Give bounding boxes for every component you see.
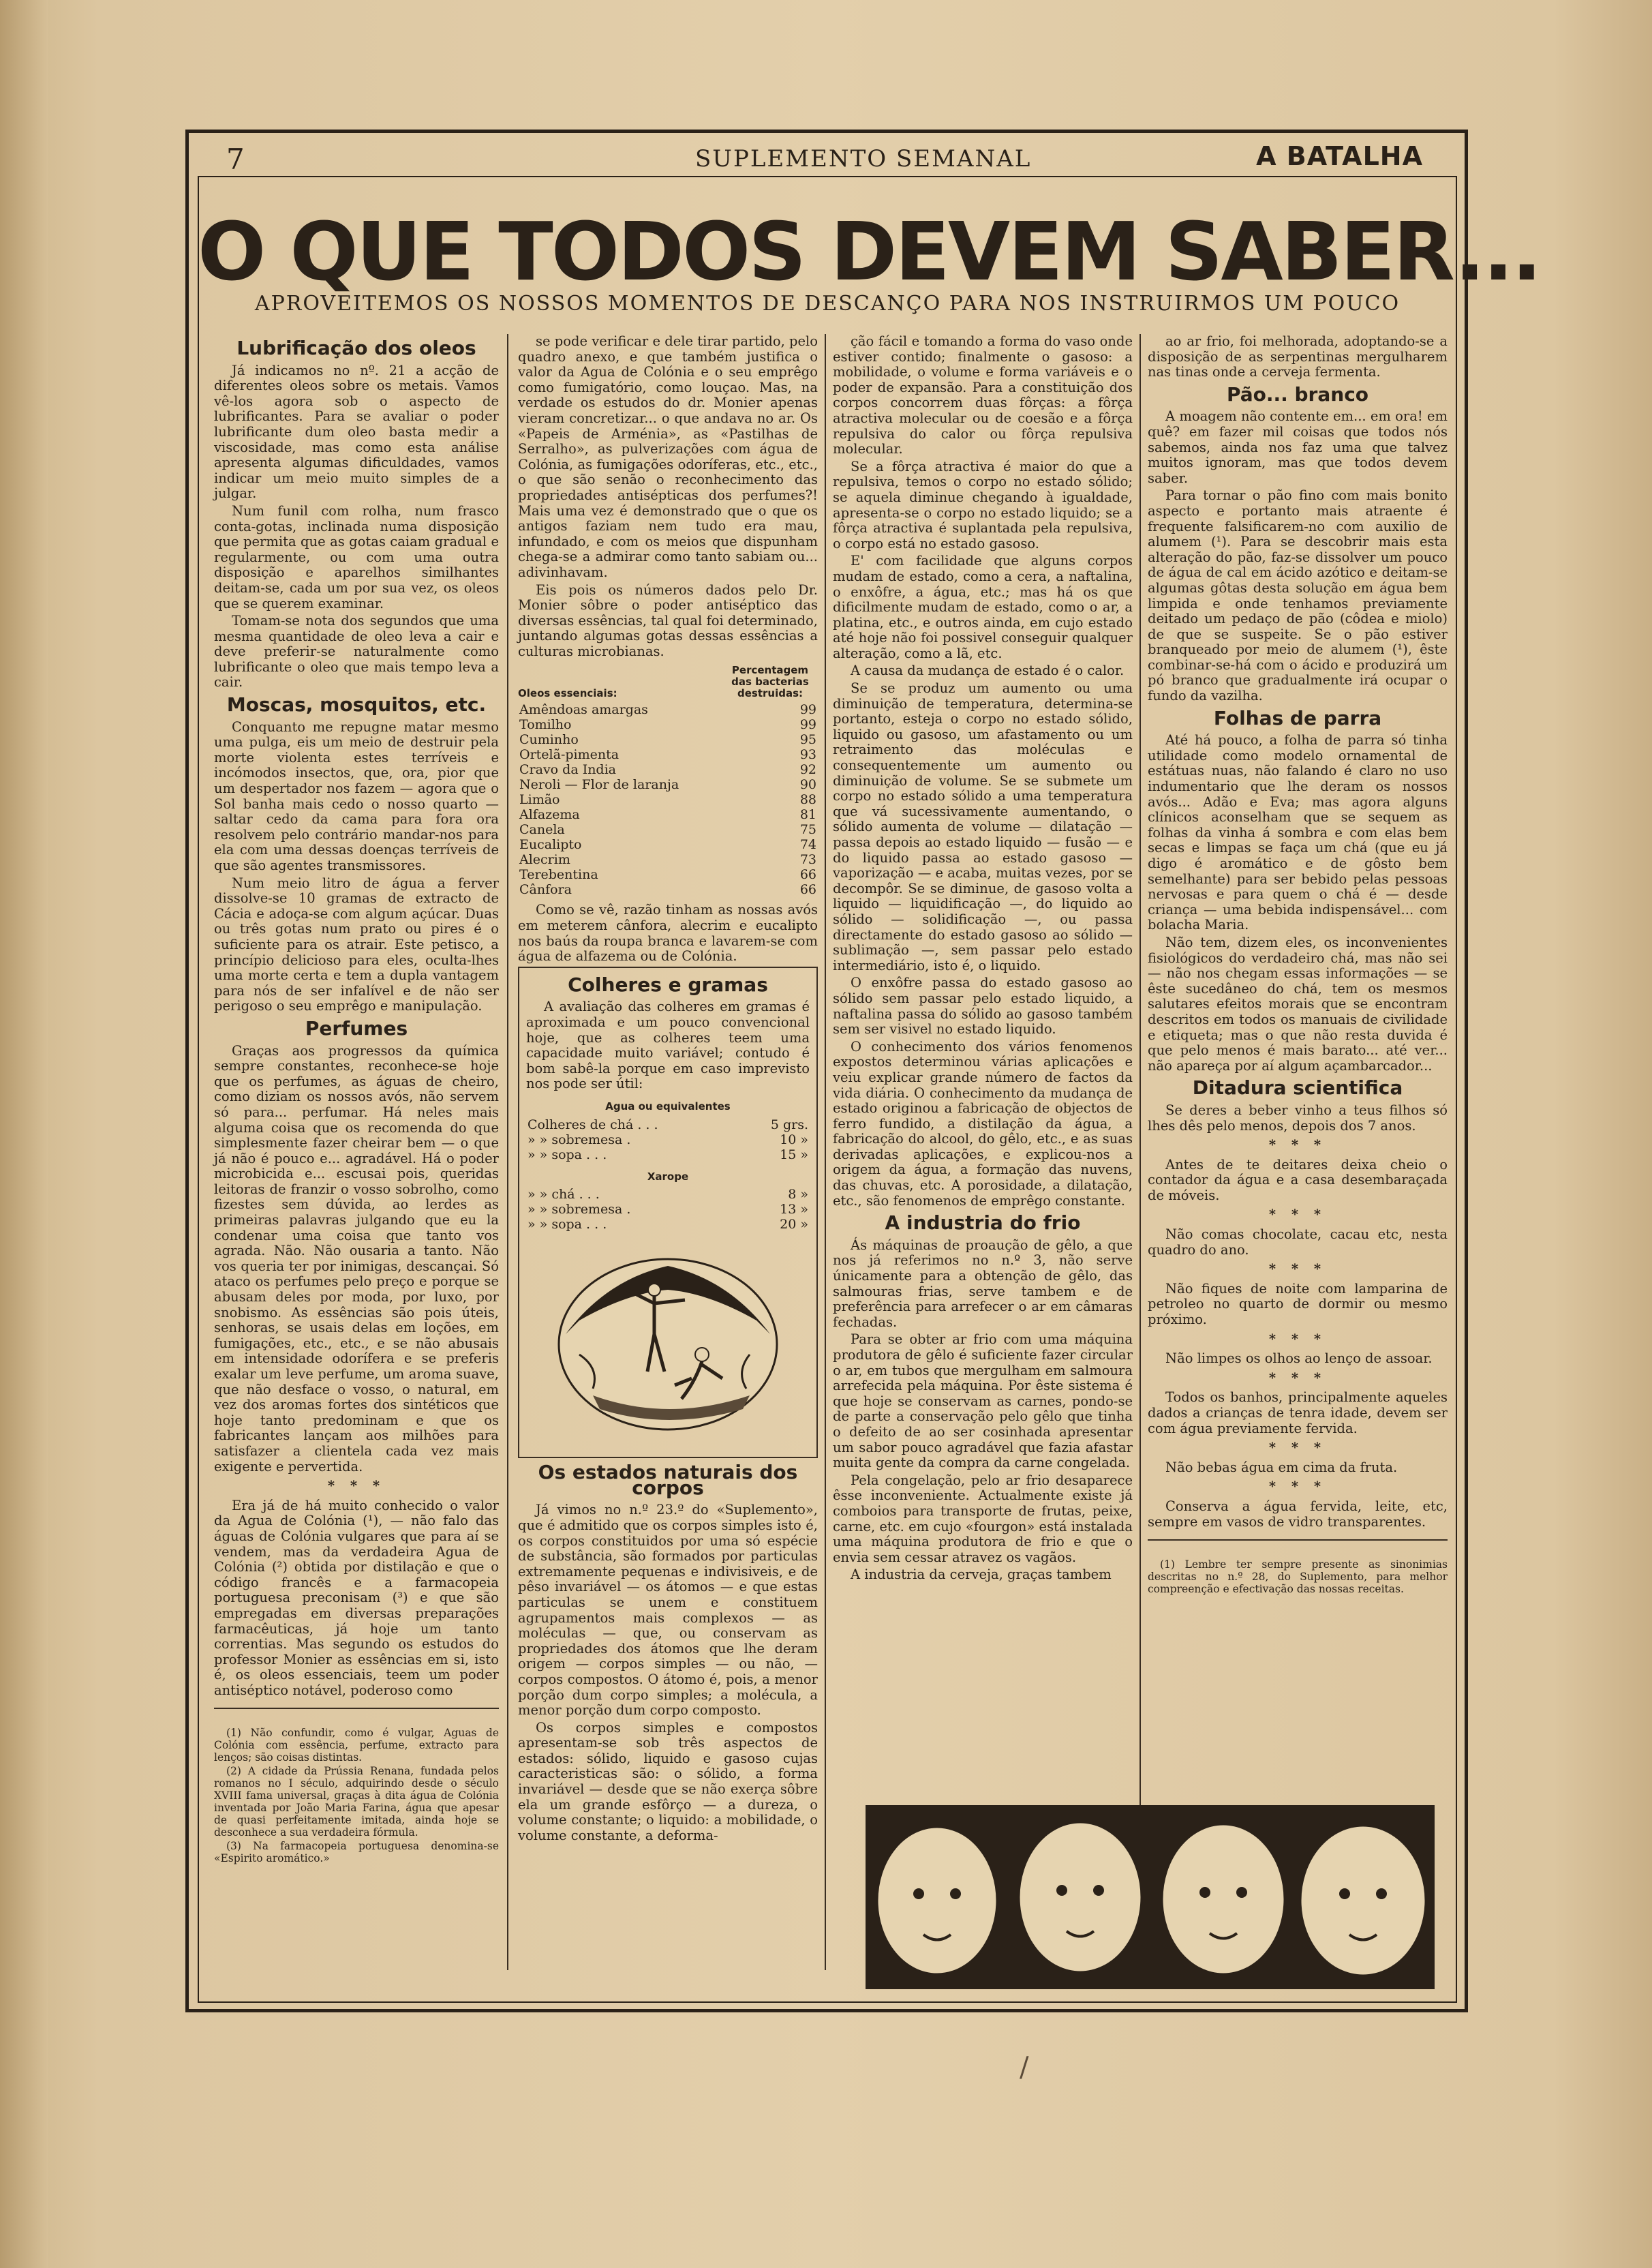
oil-row-label: Terebentina (519, 867, 598, 883)
oil-row (518, 867, 818, 882)
oil-row (518, 747, 818, 762)
paragraph: Para se obter ar frio com uma máquina produtora de gêlo é suficiente fazer circular o ar, em tubos que mergulham em salmoura arrefecida pela máquina. Por êste sistema é que hoje se conservam as carnes, pondo-se de parte a conservação pelo gêlo que tinha o defeito de ao ser cosinhada apresentar um sabor pouco agradável que fazia afastar muita gente da compra da carne congelada. (833, 1331, 1133, 1471)
paragraph: Não limpes os olhos ao lenço de assoar. (1165, 1350, 1433, 1367)
paragraph: Se a fôrça atractiva é maior do que a repulsiva, temos o corpo no estado sólido; se aquela diminue chegando à igualdade, apresenta-se o corpo no estado liquido; se a fôrça atractiva é suplantada pela repulsiva, o corpo está no estado gasoso. (833, 458, 1133, 551)
page-subheadline: APROVEITEMOS OS NOSSOS MOMENTOS DE DESCANÇO PARA NOS INSTRUIRMOS UM POUCO (254, 292, 1401, 316)
paragraph: se pode verificar e dele tirar partido, pelo quadro anexo, e que também justifica o valor da Agua de Colónia e o seu emprêgo como fumigatório, como louçao. Mas, na verdade os estudos do dr. Monier apenas vieram concretizar... o que andava no ar. Os «Papeis de Arménia», as «Pastilhas de Serralho», as pulverizações com água de Colónia, as fumigações odoríferas, etc., etc., o que são senão o reconhecimento das propriedades antisépticas dos perfumes?! Mais uma vez é demonstrado que o que os antigos faziam nem tudo era mau, infundado, e com os meios que dispunham chega-se a admirar como tanto sabiam ou... adivinhavam. (518, 333, 818, 580)
spoons-box (518, 967, 818, 1458)
oil-row-value: 66 (799, 867, 816, 883)
paragraph: O enxôfre passa do estado gasoso ao sólido sem passar pelo estado liquido, a naftalina passa do sólido ao gasoso também sem ser visivel no estado liquido. (833, 975, 1133, 1038)
section-title: Os estados naturais dos corpos (538, 1461, 798, 1499)
section-divider-stars: * * * (327, 1478, 386, 1494)
measure-row (526, 1217, 810, 1232)
oil-row (518, 837, 818, 852)
oil-row-label: Ortelã-pimenta (519, 747, 620, 763)
oil-row (518, 777, 818, 792)
section-title: Lubrificação dos oleos (236, 337, 476, 359)
section-title: Ditadura scientifica (1192, 1076, 1403, 1100)
measure-row (526, 1117, 810, 1132)
section-title: Pão... branco (1226, 382, 1369, 406)
footnotes (214, 1727, 499, 1864)
oil-row-value: 92 (799, 762, 816, 778)
oil-row (518, 702, 818, 717)
paragraph: Pela congelação, pelo ar frio desaparece êsse inconveniente. Actualmente existe já comboios para transporte de frutas, peixe, carne, etc. em cujo «fourgon» está instalada uma máquina produtora de frio e que o envia sem cessar atravez os vagãos. (833, 1472, 1133, 1565)
oil-row-value: 66 (799, 882, 816, 898)
section-divider-stars: * * * (1268, 1370, 1327, 1386)
paragraph: E' com facilidade que alguns corpos mudam de estado, como a cera, a naftalina, o enxôfre, a água, etc.; mas há os que dificilmente mudam de estado, como o ar, a platina, etc., e outros ainda, em cujo estado até hoje não foi possivel conseguir qualquer alteração, como a lã, etc. (833, 553, 1133, 661)
paragraph: Não fiques de noite com lamparina de petroleo no quarto de dormir ou mesmo próximo. (1148, 1280, 1448, 1328)
oil-row (518, 822, 818, 837)
measure-row (526, 1187, 810, 1202)
footnote: (1) Lembre ter sempre presente as sinonimias descritas no n.º 28, do Suplemento, para melhor compreenção e efectivação das nossas receitas. (1148, 1558, 1448, 1596)
oil-row (518, 882, 818, 897)
paragraph: A causa da mudança de estado é o calor. (851, 663, 1125, 679)
column-3 (833, 334, 1133, 1585)
paragraph: O conhecimento dos vários fenomenos expostos determinou várias aplicações e veiu explicar grande número de factos da vida diária. O conhecimento da mudança de estado originou a fabricação de objectos de ferro fundido, a distilação da água, a fabricação do alcool, do gêlo, etc., e as suas derivadas aplicações, e explicou-nos a origem da água, a formação das nuvens, das chuvas, etc. A porosidade, a dilatação, etc., são fenomenos de emprêgo constante. (833, 1038, 1133, 1209)
paragraph: Já vimos no n.º 23.º do «Suplemento», que é admitido que os corpos simples isto é, os corpos constituidos por uma só espécie de substância, são formados por particulas extremamente pequenas e indivisiveis, e de pêso invariável — os átomos — e que estas particulas se unem e constituem agrupamentos mais complexos — as moléculas — que, ou conservam as propriedades dos átomos que lhe deram origem — corpos simples — ou não, — corpos compostos. O átomo é, pois, a menor porção dum corpo simples; a molécula, a menor porção dum corpo composto. (518, 1502, 818, 1719)
paragraph: ao ar frio, foi melhorada, adoptando-se a disposição de as serpentinas mergulharem nas tinas onde a cerveja fermenta. (1148, 333, 1448, 380)
oil-row-value: 90 (799, 777, 816, 793)
section-title: Folhas de parra (1213, 706, 1382, 729)
oil-row (518, 852, 818, 867)
paragraph: Conserva a água fervida, leite, etc, sempre em vasos de vidro transparentes. (1148, 1498, 1448, 1530)
footnote-divider (214, 1708, 499, 1709)
footnote: (3) Na farmacopeia portuguesa denomina-se «Espirito aromático.» (214, 1840, 499, 1865)
oil-table-header (518, 665, 818, 699)
page-binding-edge (0, 0, 48, 2268)
page-mark: / (1020, 2052, 1029, 2083)
oil-table-left-header: Oleos essenciais: (518, 687, 617, 700)
paragraph: Se se produz um aumento ou uma diminuição de temperatura, determina-se portanto, esteja o corpo no estado sólido, liquido ou gasoso, um afastamento ou um retraimento das moléculas e consequentemente um aumento ou diminuição de volume. Se se submete um corpo no estado sólido a uma temperatura que vá sucessivamente aumentando, o sólido aumenta de volume — dilatação — passa depois ao estado liquido — fusão — e do liquido passa ao estado gasoso — vaporização — e acaba, muitas vezes, por se decompôr. Se se diminue, de gasoso volta a liquido — liquidificação —, do liquido ao sólido — solidificação —, ou passa directamente do estado gasoso ao sólido — sublimação —, sem passar pelo estado intermediário, isto é, o liquido. (833, 680, 1133, 973)
paragraph: A industria da cerveja, graças tambem (851, 1567, 1112, 1583)
column-4 (1148, 334, 1448, 1597)
paragraph: A moagem não contente em... em ora! em quê? em fazer mil coisas que todos nós sabemos, ainda nos faz uma que talvez muitos ignoram, mas que todos devem saber. (1148, 408, 1448, 486)
four-baby-faces-advertisement (866, 1805, 1435, 1989)
section-divider-stars: * * * (1268, 1440, 1327, 1456)
measure-row-value: 15 » (780, 1147, 808, 1162)
section-divider-stars: * * * (1268, 1261, 1327, 1277)
oil-table-right-header: Percentagem das bacterias destruidas: (731, 664, 809, 700)
oil-row-value: 88 (799, 792, 816, 808)
page-number: 7 (226, 142, 245, 176)
paragraph: A avaliação das colheres em gramas é aproximada e um pouco convencional hoje, que as colheres teem uma capacidade muito variável; contudo é bom sabê-la porque em caso imprevisto nos pode ser útil: (526, 999, 810, 1092)
measure-row (526, 1147, 810, 1162)
oil-row-label: Cravo da India (519, 762, 616, 778)
measure-row-label: Colheres de chá . . . (527, 1117, 658, 1132)
paragraph: ção fácil e tomando a forma do vaso onde estiver contido; finalmente o gasoso: a mobilidade, o volume e forma variáveis e o poder de expansão. Para a constituição dos corpos concorrem duas fôrças: a fôrça atractiva molecular ou de coesão e a fôrça repulsiva do calor ou fôrça repulsiva molecular. (833, 333, 1133, 457)
section-divider-stars: * * * (1268, 1137, 1327, 1153)
measure-row-value: 10 » (780, 1132, 808, 1147)
page-header (198, 140, 1457, 174)
measure-row (526, 1202, 810, 1217)
paragraph: Graças aos progressos da química sempre constantes, reconhece-se hoje que os perfumes, as águas de cheiro, como diziam os nossos avós, não servem só para... perfumar. Há neles mais alguma coisa que os recomenda do que simplesmente fazer cheirar bem — o que já não é pouco e... agradável. Há o poder microbicida e... escusai pois, queridas leitoras de franzir o vosso sobrolho, como fizestes sem dúvida, ao lerdes as primeiras palavras julgando que eu la condenar uma coisa que tanto vos agrada. Não. Não ousaria a tanto. Não vos queria ter por inimigas, descançai. Só ataco os perfumes pelo preço e porque se abusam deles por moda, por luxo, por snobismo. As essências são pois úteis, senhoras, se usais delas em loções, em fumigações, etc., etc., e se não abusais em intensidade odorífera e se preferis exalar um leve perfume, um aroma suave, que não desface o vosso, o natural, em vez dos aromas fortes dos sintéticos que hoje tanto predominam e que os fabricantes lançam aos milhões para satisfazer a clientela cada vez mais exigente e pervertida. (214, 1042, 499, 1475)
paragraph: Já indicamos no nº. 21 a acção de diferentes oleos sobre os metais. Vamos vê-los agora sob o aspecto de lubrificantes. Para se avaliar o poder lubrificante dum oleo basta medir a viscosidade, mas como esta análise apresenta algumas dificuldades, vamos indicar um meio muito simples de a julgar. (214, 362, 499, 502)
oil-row-label: Cuminho (519, 732, 579, 748)
measure-header: Xarope (647, 1170, 689, 1183)
column-rule (1139, 334, 1141, 1970)
paragraph: Eis pois os números dados pelo Dr. Monier sôbre o poder antiséptico das diversas essências, tal qual foi determinado, juntando algumas gotas dessas essências a culturas microbianas. (518, 581, 818, 659)
section-title: Perfumes (305, 1016, 408, 1040)
oil-row (518, 762, 818, 777)
measure-row-value: 13 » (780, 1202, 808, 1218)
paragraph: Como se vê, razão tinham as nossas avós em meterem cânfora, alecrim e eucalipto nos baús da roupa branca e lavarem-se com água de alfazema ou de Colónia. (518, 902, 818, 965)
paragraph: Os corpos simples e compostos apresentam-se sob três aspectos de estados: sólido, liquido e gasoso cujas caracteristicas são: o sólido, a forma invariável — desde que se não exerça sôbre ela um grande esfôrço — a dureza, o volume constante; o liquido: a mobilidade, o volume constante, a deforma- (518, 1719, 818, 1843)
section-divider-stars: * * * (1268, 1207, 1327, 1223)
measure-header: Agua ou equivalentes (605, 1100, 731, 1113)
oil-row-value: 95 (799, 732, 816, 748)
oil-row-value: 99 (799, 702, 816, 718)
oil-row-value: 74 (799, 837, 816, 853)
oil-row-value: 81 (799, 807, 816, 823)
paragraph: Não tem, dizem eles, os inconvenientes fisiológicos do verdadeiro chá, mas não sei — não nos chegam essas informações — se êste sucedâneo do chá, tem os mesmos salutares efeitos morais que se encontram descritos em todos os manuais de civilidade e etiqueta; mas o que não resta duvida é que pelo menos é mais barato... até ver... não apareça por aí algum açambarcador... (1148, 934, 1448, 1074)
footnote: (2) A cidade da Prússia Renana, fundada pelos romanos no I século, adquirindo desde o século XVIII fama universal, graças à dita água de Colónia inventada por João Maria Farina, água que apesar de quasi perfeitamente imitada, ainda hoje se desconhece a sua verdadeira fórmula. (214, 1765, 499, 1839)
oil-row (518, 792, 818, 807)
footnotes (1148, 1558, 1448, 1595)
oil-row (518, 732, 818, 747)
oil-table (518, 702, 818, 897)
oil-row-value: 93 (799, 747, 816, 763)
supplement-title: SUPLEMENTO SEMANAL (695, 145, 1032, 172)
measure-row-value: 8 » (788, 1187, 808, 1203)
paragraph: Não bebas água em cima da fruta. (1165, 1459, 1398, 1475)
paragraph: Todos os banhos, principalmente aqueles dados a crianças de tenra idade, devem ser com água previamente fervida. (1148, 1389, 1448, 1436)
page-headline: O QUE TODOS DEVEM SABER... (198, 205, 1540, 299)
oil-row-label: Neroli — Flor de laranja (519, 777, 679, 793)
section-title: Moscas, mosquitos, etc. (226, 693, 487, 716)
measure-row-label: » » sobremesa . (527, 1202, 631, 1218)
paragraph: Era já de há muito conhecido o valor da Agua de Colónia (¹), — não falo das águas de Colónia vulgares que para aí se vendem, mas da verdadeira Agua de Colónia (²) obtida por distilação e que o código francês e a farmacopeia portuguesa preconisam (³) e que são empregadas em diversas preparações farmacêuticas, já hoje um tanto correntias. Mas segundo os estudos do professor Monier as essências em si, isto é, os oleos essenciais, teem um poder antiséptico notável, poderoso como (214, 1497, 499, 1698)
section-divider-stars: * * * (1268, 1331, 1327, 1347)
measure-row-label: » » sopa . . . (527, 1147, 607, 1162)
oil-row-value: 73 (799, 852, 816, 868)
oil-row-label: Alecrim (519, 852, 570, 868)
oil-row-label: Eucalipto (519, 837, 582, 853)
paragraph: Até há pouco, a folha de parra só tinha utilidade como modelo ornamental de estátuas nuas, não falando é claro no uso indumentario que lhe deram os nossos avós... Adão e Eva; mas agora alguns clínicos aconselham que se sequem as folhas da vinha á sombra e com elas bem secas e limpas se faça um chá (que eu já digo é aromático e de gôsto bem semelhante) para ser bebido pelas pessoas nervosas e para quem o chá é — desde criança — uma bebida indispensável... com bolacha Maria. (1148, 732, 1448, 933)
paragraph: Antes de te deitares deixa cheio o contador da água e a casa desembaraçada de móveis. (1148, 1156, 1448, 1203)
section-divider-stars: * * * (1268, 1479, 1327, 1495)
oil-row-value: 99 (799, 717, 816, 733)
syrup-measure-table (526, 1187, 810, 1232)
column-2 (518, 334, 818, 1845)
oil-row-label: Cânfora (519, 882, 572, 898)
section-title: A industria do frio (885, 1211, 1081, 1235)
oil-row-label: Tomilho (519, 717, 572, 733)
oil-row (518, 807, 818, 822)
measure-row-label: » » chá . . . (527, 1187, 600, 1203)
measure-row-label: » » sopa . . . (527, 1217, 607, 1233)
measure-row-value: 20 » (780, 1217, 808, 1233)
brand-name: A BATALHA (1256, 141, 1423, 171)
paragraph: Se deres a beber vinho a teus filhos só lhes dês pelo menos, depois dos 7 anos. (1148, 1102, 1448, 1134)
paragraph: Conquanto me repugne matar mesmo uma pulga, eis um meio de destruir pela morte violenta estes terríveis e incómodos insectos, que, ora, pior que um despertador nos fazem — agora que o Sol banha mais cedo o nosso quarto — saltar cedo da cama para fora ora resolvem pelo contrário mandar-nos para ela com uma dessas doenças terríveis de que são agentes transmissores. (214, 719, 499, 873)
column-rule (507, 334, 508, 1970)
oil-row-label: Limão (519, 792, 560, 808)
section-title: Colheres e gramas (568, 973, 768, 996)
water-measure-table (526, 1117, 810, 1162)
measure-row-value: 5 grs. (770, 1117, 808, 1132)
column-rule (825, 334, 826, 1970)
measure-row (526, 1132, 810, 1147)
dancing-figures-engraving (552, 1252, 784, 1436)
paragraph: Não comas chocolate, cacau etc, nesta quadro do ano. (1148, 1226, 1448, 1258)
paragraph: Para tornar o pão fino com mais bonito aspecto e portanto mais atraente é frequente falsificarem-no com auxilio de alumem (¹). Para se descobrir mais esta alteração do pão, faz-se dissolver um pouco de água de cal em ácido azótico e deitam-se algumas gôtas desta solução em água bem limpida e onde tenhamos previamente deitado um pedaço de pão (côdea e miolo) de que se suspeite. Se o pão estiver branqueado por meio de alumem (¹), êste combinar-se-há com o ácido e produzirá um pó branco que gradualmente irá ocupar o fundo da vazilha. (1148, 487, 1448, 704)
paragraph: Num funil com rolha, num frasco conta-gotas, inclinada numa disposição que permita que as gotas caiam gradual e regularmente, ou com uma outra disposição e aparelhos similhantes deitam-se, cada um por sua vez, os oleos que se querem examinar. (214, 502, 499, 611)
measure-row-label: » » sobremesa . (527, 1132, 631, 1147)
column-1 (214, 334, 499, 1866)
oil-row (518, 717, 818, 732)
oil-row-label: Canela (519, 822, 565, 838)
oil-row-label: Amêndoas amargas (519, 702, 648, 718)
paragraph: Num meio litro de água a ferver dissolve-se 10 gramas de extracto de Cácia e adoça-se com algum açúcar. Duas ou três gotas num prato ou pires é o suficiente para os atrair. Este petisco, a princípio delicioso para eles, oculta-lhes uma morte certa e tem a dupla vantagem para nós de ser infalível e de não ser perigoso o seu emprêgo e manipulação. (214, 875, 499, 1014)
oil-row-value: 75 (799, 822, 816, 838)
paragraph: Ás máquinas de proaução de gêlo, a que nos já referimos no n.º 3, não serve únicamente para a obtenção de gêlo, das salmouras frias, serve tambem e de preferência para arrefecer o ar em câmaras fechadas. (833, 1237, 1133, 1330)
footnote-divider (1148, 1539, 1448, 1541)
oil-row-label: Alfazema (519, 807, 580, 823)
paragraph: Tomam-se nota dos segundos que uma mesma quantidade de oleo leva a cair e deve preferir-se naturalmente como lubrificante o oleo que mais tempo leva a cair. (214, 613, 499, 691)
footnote: (1) Não confundir, como é vulgar, Aguas de Colónia com essência, perfume, extracto para lenços; são coisas distintas. (214, 1727, 499, 1764)
